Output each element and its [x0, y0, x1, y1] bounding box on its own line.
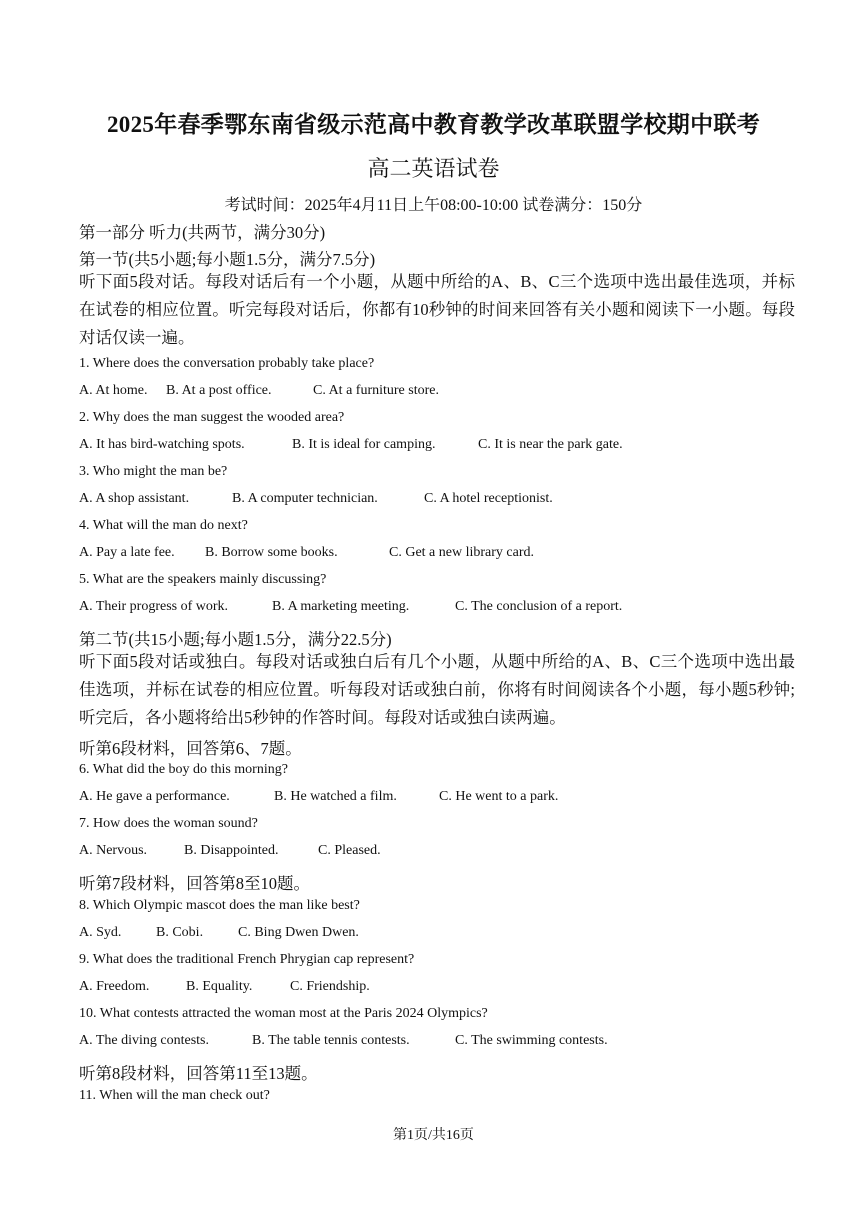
option-c: C. A hotel receptionist. [424, 491, 553, 506]
part1-heading: 第一部分 听力(共两节，满分30分) [79, 223, 326, 242]
question-9: 9. What does the traditional French Phrygian cap represent? [79, 952, 415, 967]
option-c: C. Get a new library card. [389, 545, 534, 560]
option-c: C. Pleased. [318, 843, 381, 858]
page-number: 第1页/共16页 [393, 1128, 474, 1143]
option-a: A. The diving contests. [79, 1033, 210, 1048]
option-b: B. It is ideal for camping. [292, 437, 436, 452]
option-b: B. Borrow some books. [205, 545, 338, 560]
question-3: 3. Who might the man be? [79, 464, 228, 479]
option-c: C. It is near the park gate. [478, 437, 623, 452]
question-3-options [79, 491, 553, 507]
question-2: 2. Why does the man suggest the wooded area? [79, 410, 345, 425]
material-6-heading: 听第6段材料，回答第6、7题。 [79, 739, 302, 758]
option-a: A. At home. [79, 383, 148, 398]
question-8: 8. Which Olympic mascot does the man like best? [79, 898, 360, 913]
question-9-options [79, 979, 370, 995]
option-b: B. Equality. [186, 979, 253, 994]
option-c: C. At a furniture store. [313, 383, 439, 398]
section1-instructions: 听下面5段对话。每段对话后有一个小题，从题中所给的A、B、C三个选项中选出最佳选项，并标在试卷的相应位置。听完每段对话后，你都有10秒钟的时间来回答有关小题和阅读下一小题。每段对话仅读一遍。 [79, 272, 795, 347]
section1-heading: 第一节(共5小题;每小题1.5分，满分7.5分) [79, 250, 376, 269]
exam-title: 2025年春季鄂东南省级示范高中教育教学改革联盟学校期中联考 [107, 112, 760, 137]
question-6-options [79, 789, 558, 805]
question-5-options [79, 599, 622, 615]
question-2-options [79, 437, 623, 453]
option-c: C. Bing Dwen Dwen. [238, 925, 359, 940]
option-b: B. A computer technician. [232, 491, 378, 506]
question-1: 1. Where does the conversation probably take place? [79, 356, 375, 371]
option-b: B. A marketing meeting. [272, 599, 410, 614]
option-a: A. Syd. [79, 925, 122, 940]
option-b: B. Disappointed. [184, 843, 279, 858]
question-8-options [79, 925, 359, 941]
option-a: A. It has bird-watching spots. [79, 437, 245, 452]
question-6: 6. What did the boy do this morning? [79, 762, 288, 777]
option-a: A. Freedom. [79, 979, 150, 994]
question-4: 4. What will the man do next? [79, 518, 248, 533]
question-10: 10. What contests attracted the woman most at the Paris 2024 Olympics? [79, 1006, 488, 1021]
option-c: C. Friendship. [290, 979, 370, 994]
question-7: 7. How does the woman sound? [79, 816, 258, 831]
question-1-options [79, 383, 439, 399]
option-b: B. He watched a film. [274, 789, 397, 804]
paper-subtitle: 高二英语试卷 [367, 156, 500, 181]
option-b: B. The table tennis contests. [252, 1033, 410, 1048]
option-c: C. The swimming contests. [455, 1033, 608, 1048]
exam-info: 考试时间：2025年4月11日上午08:00-10:00 试卷满分：150分 [224, 197, 643, 214]
option-a: A. A shop assistant. [79, 491, 190, 506]
option-b: B. Cobi. [156, 925, 204, 940]
option-b: B. At a post office. [166, 383, 272, 398]
question-11: 11. When will the man check out? [79, 1088, 270, 1103]
question-10-options [79, 1033, 608, 1049]
option-a: A. Their progress of work. [79, 599, 229, 614]
question-5: 5. What are the speakers mainly discussing? [79, 572, 327, 587]
material-7-heading: 听第7段材料，回答第8至10题。 [79, 874, 310, 893]
option-a: A. He gave a performance. [79, 789, 230, 804]
section2-heading: 第二节(共15小题;每小题1.5分，满分22.5分) [79, 630, 392, 649]
option-a: A. Nervous. [79, 843, 148, 858]
option-c: C. He went to a park. [439, 789, 559, 804]
option-a: A. Pay a late fee. [79, 545, 175, 560]
material-8-heading: 听第8段材料，回答第11至13题。 [79, 1064, 318, 1083]
question-7-options [79, 843, 381, 859]
question-4-options [79, 545, 534, 561]
section2-instructions: 听下面5段对话或独白。每段对话或独白后有几个小题，从题中所给的A、B、C三个选项中选出最佳选项，并标在试卷的相应位置。听每段对话或独白前，你将有时间阅读各个小题，每小题5秒钟;听完后，各小题将给出5秒钟的作答时间。每段对话或独白读两遍。 [79, 652, 795, 727]
option-c: C. The conclusion of a report. [455, 599, 623, 614]
